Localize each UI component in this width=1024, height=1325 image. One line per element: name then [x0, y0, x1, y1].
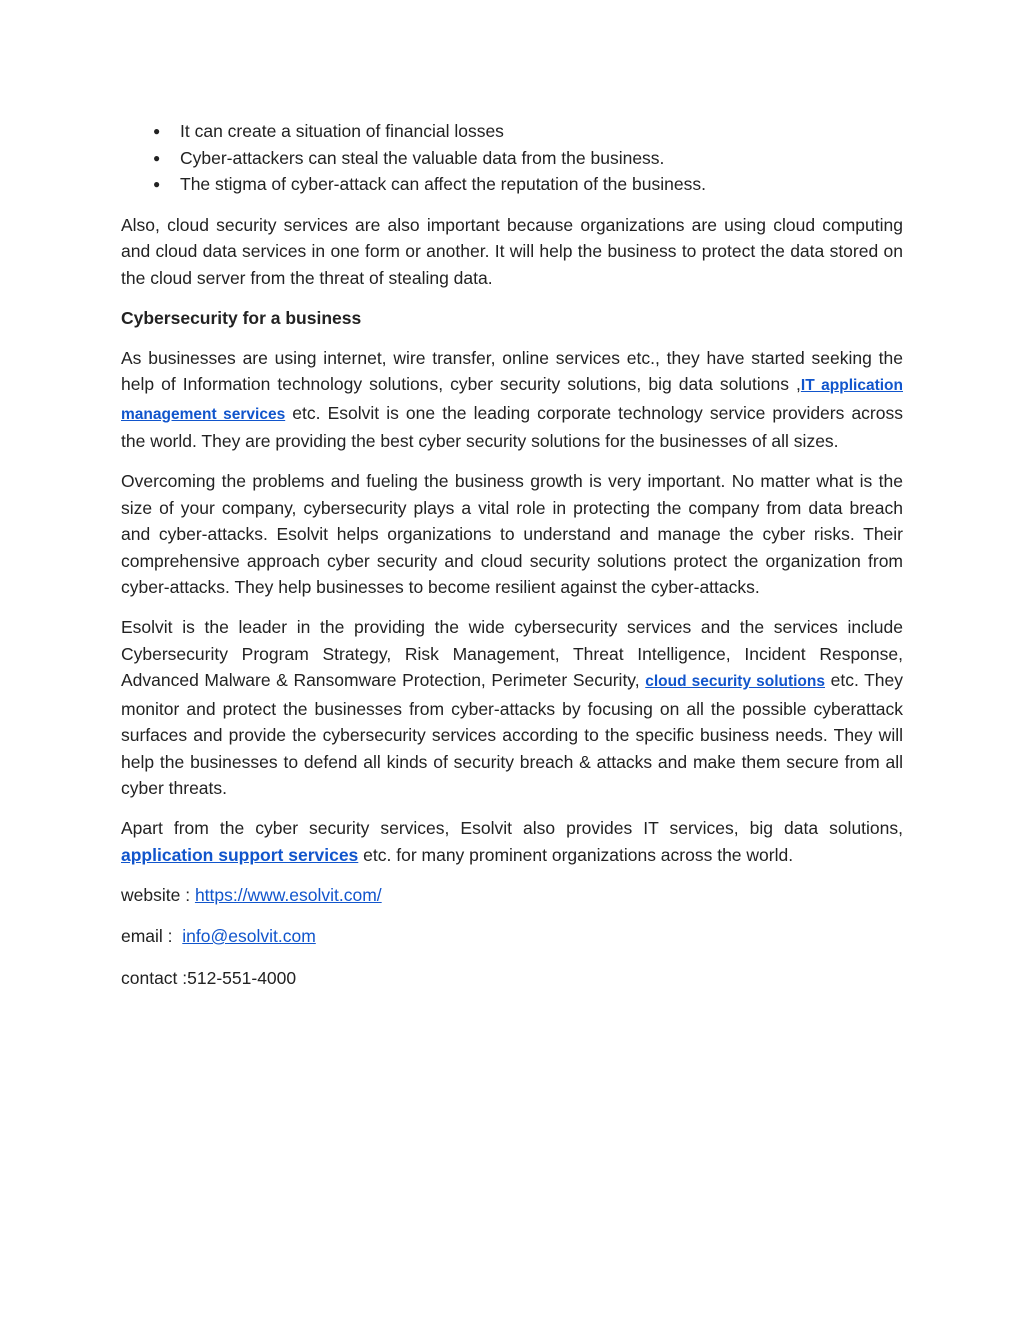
- document-page: [121, 118, 903, 1006]
- email-label: email :: [121, 926, 183, 946]
- bullet-text: The stigma of cyber-attack can affect the reputation of the business.: [180, 174, 706, 194]
- paragraph-leader: [121, 614, 903, 802]
- paragraph-apart: [121, 815, 903, 868]
- cloud-security-solutions-link[interactable]: cloud security solutions: [645, 673, 825, 690]
- paragraph-text: As businesses are using internet, wire transfer, online services etc., they have started seeking the help of Information technology solutions, cyber security solutions, big data solutions ,: [121, 347, 903, 394]
- website-line: [121, 882, 903, 909]
- paragraph-text: etc. Esolvit is one the leading corporate technology service providers across the world. They are providing the best cyber security solutions for the businesses of all sizes.: [121, 402, 903, 451]
- paragraph-text: etc. They monitor and protect the businesses from cyber-attacks by focusing on all the possible cyberattack surfaces and provide the cybersecurity services according to the specific business needs. They will help the businesses to defend all kinds of security breach & attacks and make them secure from all cyber threats.: [121, 670, 903, 798]
- paragraph-text: Esolvit is the leader in the providing the wide cybersecurity services and the services include Cybersecurity Program Strategy, Risk Management, Threat Intelligence, Incident Response, Advanced Malware & Ransomware Protection, Perimeter Security,: [121, 617, 903, 690]
- list-item: [121, 145, 903, 172]
- email-link[interactable]: info@esolvit.com: [182, 926, 316, 946]
- bullet-icon: ●: [153, 177, 161, 191]
- paragraph-business: [121, 345, 903, 455]
- list-item: [121, 171, 903, 198]
- bullet-text: It can create a situation of financial losses: [180, 121, 504, 141]
- bullet-icon: ●: [153, 150, 161, 165]
- paragraph-cloud-security: Also, cloud security services are also important because organizations are using cloud computing and cloud data services in one form or another. It will help the business to protect the data stored on the cloud server from the threat of stealing data.: [121, 214, 903, 288]
- paragraph-text: Apart from the cyber security services, Esolvit also provides IT services, big data solutions,: [121, 818, 903, 838]
- application-support-services-link[interactable]: application support services: [121, 844, 359, 865]
- bullet-icon: ●: [153, 124, 161, 138]
- email-line: [121, 923, 903, 950]
- website-label: website :: [121, 884, 195, 905]
- section-heading: Cybersecurity for a business: [121, 307, 362, 328]
- paragraph-overcoming: Overcoming the problems and fueling the business growth is very important. No matter what is the size of your company, cybersecurity plays a vital role in protecting the company from data breach and cyber-attacks. Esolvit helps organizations to understand and manage the cyber risks. Their comprehensive approach cyber security and cloud security solutions protect the organization from cyber-attacks. They help businesses to become resilient against the cyber-attacks.: [121, 471, 903, 597]
- website-link[interactable]: https://www.esolvit.com/: [194, 884, 382, 905]
- phone-line: contact :512-551-4000: [121, 967, 297, 988]
- bullet-text: Cyber-attackers can steal the valuable data from the business.: [180, 147, 665, 168]
- it-application-management-link[interactable]: IT application management services: [121, 377, 903, 423]
- paragraph-text: etc. for many prominent organizations across the world.: [358, 844, 794, 865]
- list-item: [121, 118, 903, 145]
- bullet-list: [121, 118, 903, 198]
